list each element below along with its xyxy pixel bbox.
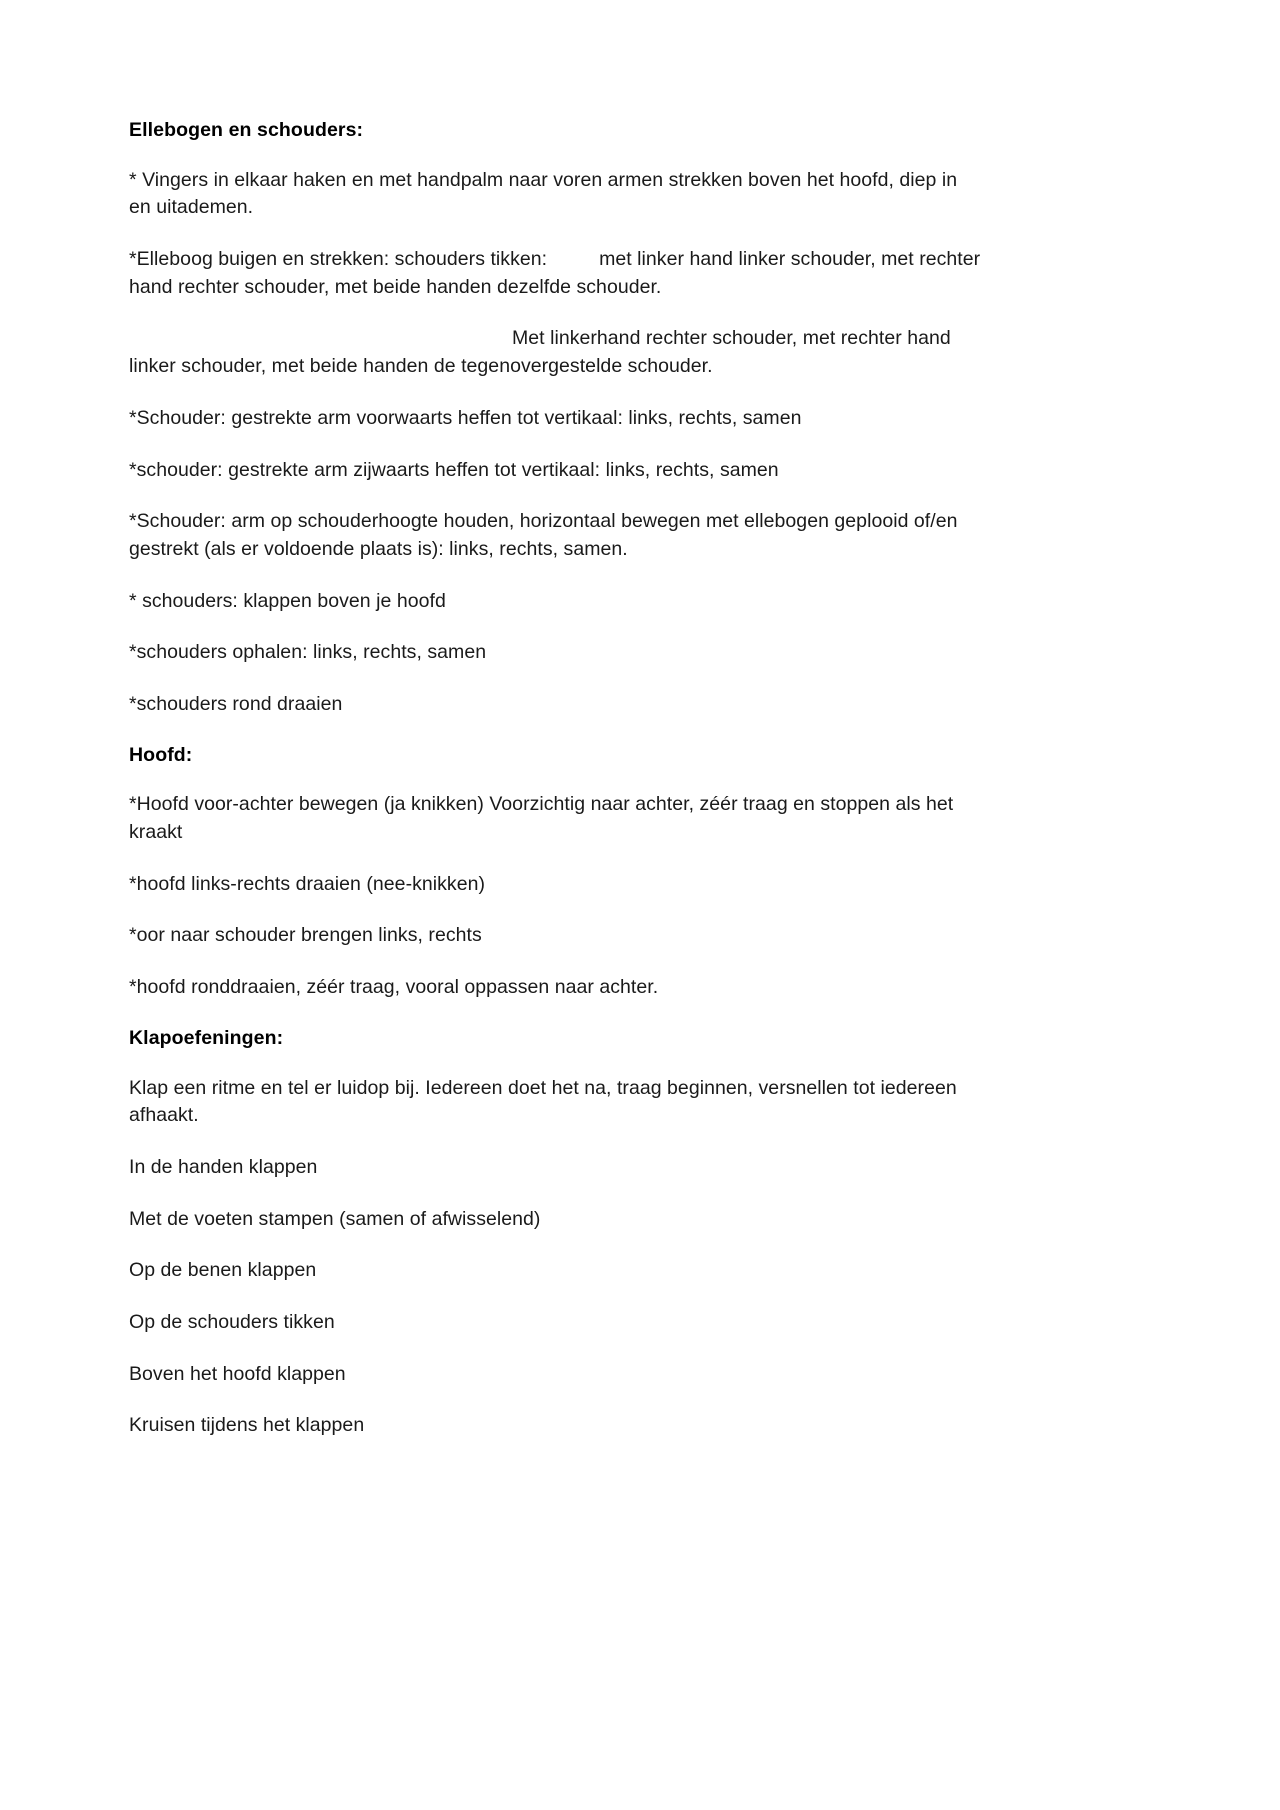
paragraph-met-linkerhand-text: Met linkerhand rechter schouder, met rechter hand linker schouder, met beide handen de tegenovergestelde schouder. <box>129 327 957 378</box>
paragraph-oor-naar-schouder-brengen: *oor naar schouder brengen links, rechts <box>129 924 482 947</box>
paragraph-hoofd-voor-achter-bewegen: *Hoofd voor-achter bewegen (ja knikken) Voorzichtig naar achter, zéér traag en stoppen als het kraakt <box>129 793 959 844</box>
paragraph-schouders-rond-draaien: *schouders rond draaien <box>129 692 343 715</box>
paragraph-boven-het-hoofd-klappen: Boven het hoofd klappen <box>129 1362 346 1385</box>
section-heading-hoofd: Hoofd: <box>129 743 193 766</box>
paragraph-met-de-voeten-stampen: Met de voeten stampen (samen of afwisselend) <box>129 1207 541 1230</box>
paragraph-schouders-klappen-boven-hoofd: * schouders: klappen boven je hoofd <box>129 589 446 612</box>
paragraph-schouder-voorwaarts-heffen: *Schouder: gestrekte arm voorwaarts heffen tot vertikaal: links, rechts, samen <box>129 406 802 429</box>
paragraph-elleboog-buigen-tail: met linker hand linker schouder, met rechter hand rechter schouder, met beide handen dezelfde schouder. <box>129 248 986 298</box>
paragraph-op-de-schouders-tikken: Op de schouders tikken <box>129 1311 335 1334</box>
paragraph-schouder-zijwaarts-heffen: *schouder: gestrekte arm zijwaarts heffen tot vertikaal: links, rechts, samen <box>129 458 779 481</box>
paragraph-schouder-horizontaal-bewegen: *Schouder: arm op schouderhoogte houden, horizontaal bewegen met ellebogen geplooid of/en gestrekt (als er voldoende plaats is): links, rechts, samen. <box>129 510 963 560</box>
paragraph-hoofd-ronddraaien: *hoofd ronddraaien, zéér traag, vooral oppassen naar achter. <box>129 976 659 999</box>
paragraph-hoofd-links-rechts-draaien: *hoofd links-rechts draaien (nee-knikken) <box>129 872 486 895</box>
paragraph-schouders-ophalen: *schouders ophalen: links, rechts, samen <box>129 641 487 664</box>
section-heading-ellebogen-en-schouders: Ellebogen en schouders: <box>129 119 364 141</box>
paragraph-in-de-handen-klappen: In de handen klappen <box>129 1155 318 1178</box>
paragraph-elleboog-buigen-en-strekken <box>129 246 986 301</box>
paragraph-kruisen-tijdens-het-klappen: Kruisen tijdens het klappen <box>129 1414 365 1437</box>
paragraph-met-linkerhand-rechter-schouder <box>129 325 981 380</box>
paragraph-klap-een-ritme: Klap een ritme en tel er luidop bij. Iedereen doet het na, traag beginnen, versnellen tot iedereen afhaakt. <box>129 1076 963 1127</box>
document-body <box>129 118 986 1464</box>
paragraph-vingers-in-elkaar-haken: * Vingers in elkaar haken en met handpalm naar voren armen strekken boven het hoofd, diep in en uitademen. <box>129 168 963 219</box>
paragraph-op-de-benen-klappen: Op de benen klappen <box>129 1259 317 1282</box>
section-heading-klapoefeningen: Klapoefeningen: <box>129 1026 284 1049</box>
paragraph-elleboog-buigen-lead: *Elleboog buigen en strekken: schouders tikken: <box>129 248 548 271</box>
